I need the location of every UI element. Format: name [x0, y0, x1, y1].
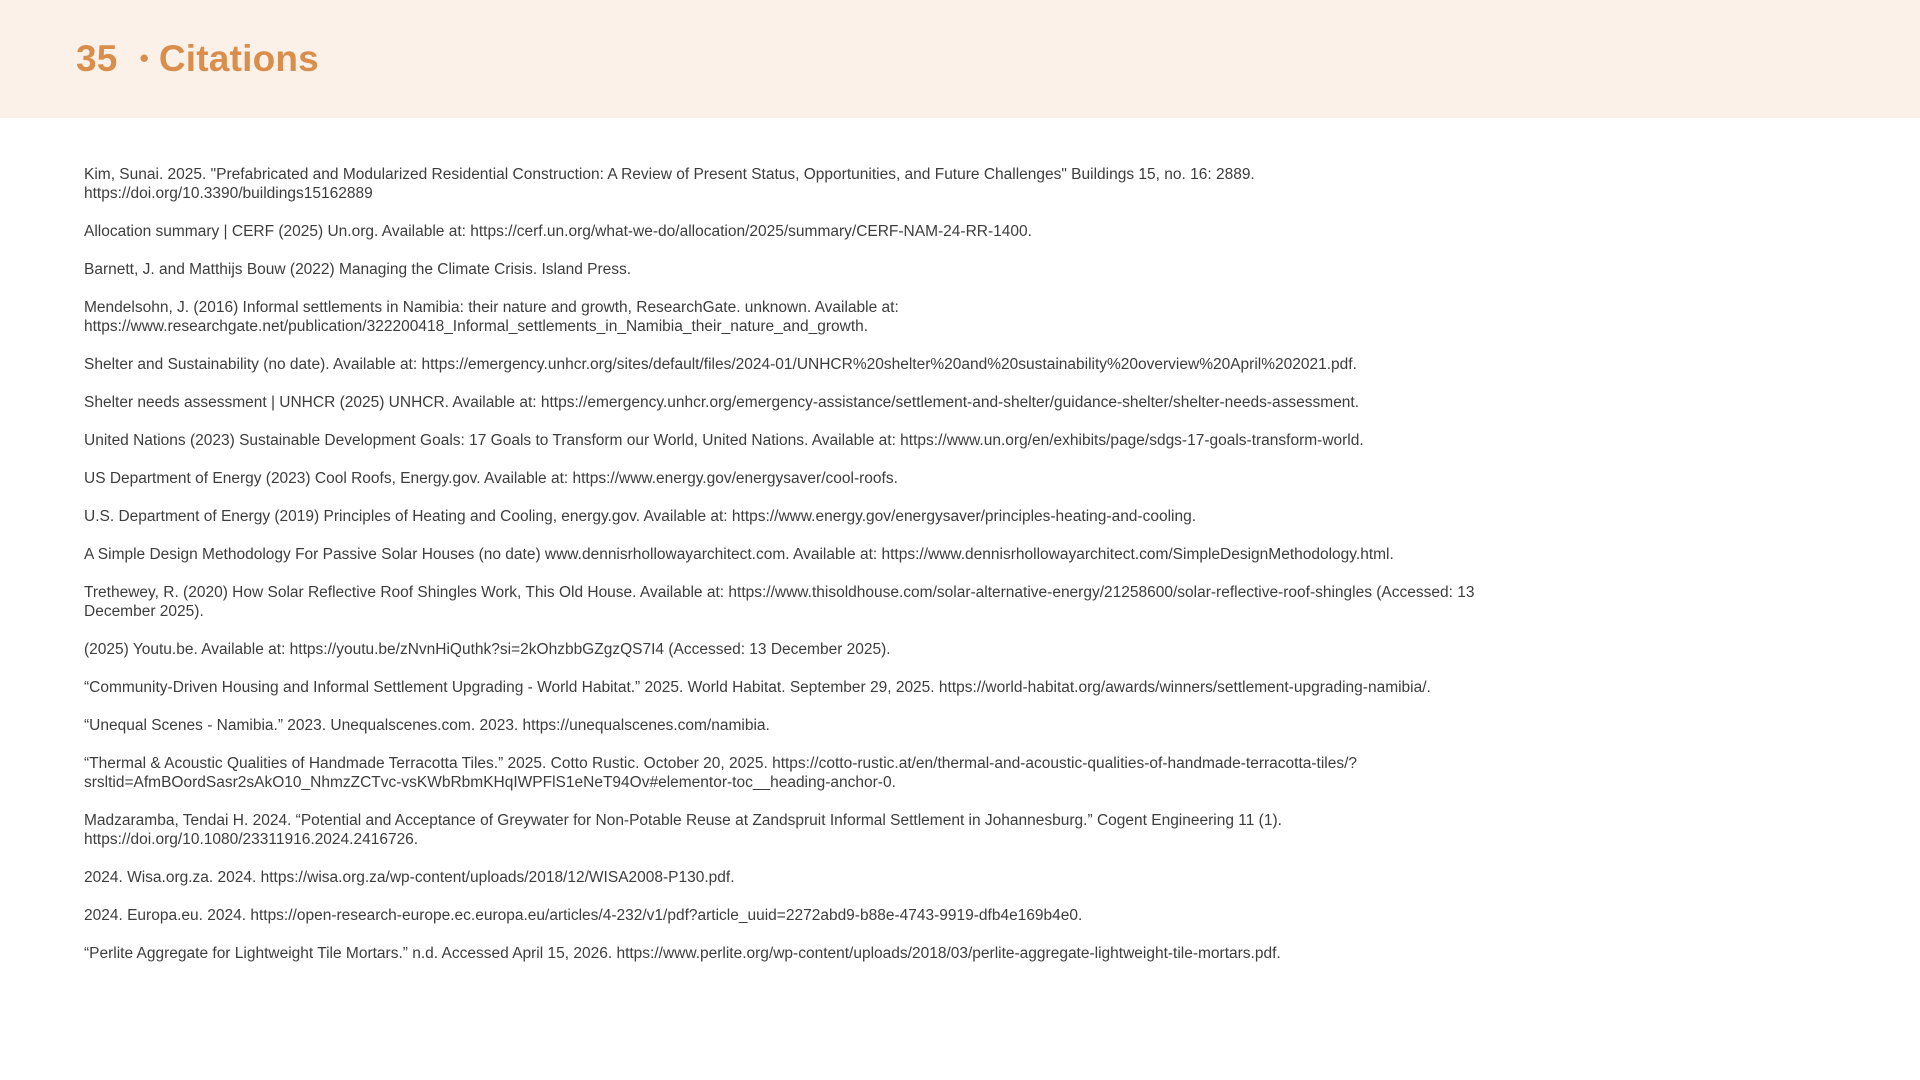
citation-item: Trethewey, R. (2020) How Solar Reflective Roof Shingles Work, This Old House. Available at: https://www.thisoldhouse.com/solar-alternative-energy/21258600/solar-reflective-roof-shingles (Accessed: 13 December 2025).	[84, 584, 1475, 620]
citation-item: Madzaramba, Tendai H. 2024. “Potential and Acceptance of Greywater for Non-Potable Reuse at Zandspruit Informal Settlement in Johannesburg.” Cogent Engineering 11 (1). https://doi.org/10.1080/23311916.2024.2416726.	[84, 812, 1282, 848]
page-heading	[76, 36, 319, 82]
page-number: 35	[76, 38, 118, 79]
citation-item: 2024. Wisa.org.za. 2024. https://wisa.org.za/wp-content/uploads/2018/12/WISA2008-P130.pdf.	[84, 869, 735, 886]
citation-item: Kim, Sunai. 2025. "Prefabricated and Modularized Residential Construction: A Review of Present Status, Opportunities, and Future Challenges" Buildings 15, no. 16: 2889. https://doi.org/10.3390/buildings15162889	[84, 166, 1255, 202]
citation-item: Mendelsohn, J. (2016) Informal settlements in Namibia: their nature and growth, ResearchGate. unknown. Available at: https://www.researchgate.net/publication/322200418_Informal_settlements_in_Namibia_their_nature_and_growth.	[84, 299, 899, 335]
citation-item: United Nations (2023) Sustainable Development Goals: 17 Goals to Transform our World, United Nations. Available at: https://www.un.org/en/exhibits/page/sdgs-17-goals-transform-world.	[84, 432, 1364, 449]
citation-list	[84, 165, 1514, 982]
citation-item: Shelter needs assessment | UNHCR (2025) UNHCR. Available at: https://emergency.unhcr.org/emergency-assistance/settlement-and-shelter/guidance-shelter/shelter-needs-assessment.	[84, 394, 1360, 411]
citation-item: “Community-Driven Housing and Informal Settlement Upgrading - World Habitat.” 2025. World Habitat. September 29, 2025. https://world-habitat.org/awards/winners/settlement-upgrading-namibia/.	[84, 679, 1431, 696]
heading-bullet: •	[139, 43, 149, 73]
citation-item: U.S. Department of Energy (2019) Principles of Heating and Cooling, energy.gov. Available at: https://www.energy.gov/energysaver/principles-heating-and-cooling.	[84, 508, 1197, 525]
citation-item: Allocation summary | CERF (2025) Un.org. Available at: https://cerf.un.org/what-we-do/allocation/2025/summary/CERF-NAM-24-RR-1400.	[84, 223, 1032, 240]
page-title: Citations	[158, 38, 319, 79]
citation-item: US Department of Energy (2023) Cool Roofs, Energy.gov. Available at: https://www.energy.gov/energysaver/cool-roofs.	[84, 470, 898, 487]
citation-item: “Unequal Scenes - Namibia.” 2023. Unequalscenes.com. 2023. https://unequalscenes.com/namibia.	[84, 717, 770, 734]
citation-item: A Simple Design Methodology For Passive Solar Houses (no date) www.dennisrhollowayarchitect.com. Available at: https://www.dennisrhollowayarchitect.com/SimpleDesignMethodology.html.	[84, 546, 1394, 563]
citation-item: “Thermal & Acoustic Qualities of Handmade Terracotta Tiles.” 2025. Cotto Rustic. October 20, 2025. https://cotto-rustic.at/en/thermal-and-acoustic-qualities-of-handmade-terracotta-tiles/?srsltid=AfmBOordSasr2sAkO10_NhmzZCTvc-vsKWbRbmKHqIWPFlS1eNeT94Ov#elementor-toc__heading-anchor-0.	[84, 755, 1358, 791]
citation-item: (2025) Youtu.be. Available at: https://youtu.be/zNvnHiQuthk?si=2kOhzbbGZgzQS7I4 (Accessed: 13 December 2025).	[84, 641, 891, 658]
citation-item: 2024. Europa.eu. 2024. https://open-research-europe.ec.europa.eu/articles/4-232/v1/pdf?article_uuid=2272abd9-b88e-4743-9919-dfb4e169b4e0.	[84, 907, 1083, 924]
citation-item: Barnett, J. and Matthijs Bouw (2022) Managing the Climate Crisis. Island Press.	[84, 261, 632, 278]
citation-item: “Perlite Aggregate for Lightweight Tile Mortars.” n.d. Accessed April 15, 2026. https://www.perlite.org/wp-content/uploads/2018/03/perlite-aggregate-lightweight-tile-mortars.pdf.	[84, 945, 1281, 962]
citation-item: Shelter and Sustainability (no date). Available at: https://emergency.unhcr.org/sites/default/files/2024-01/UNHCR%20shelter%20and%20sustainability%20overview%20April%202021.pdf.	[84, 356, 1357, 373]
